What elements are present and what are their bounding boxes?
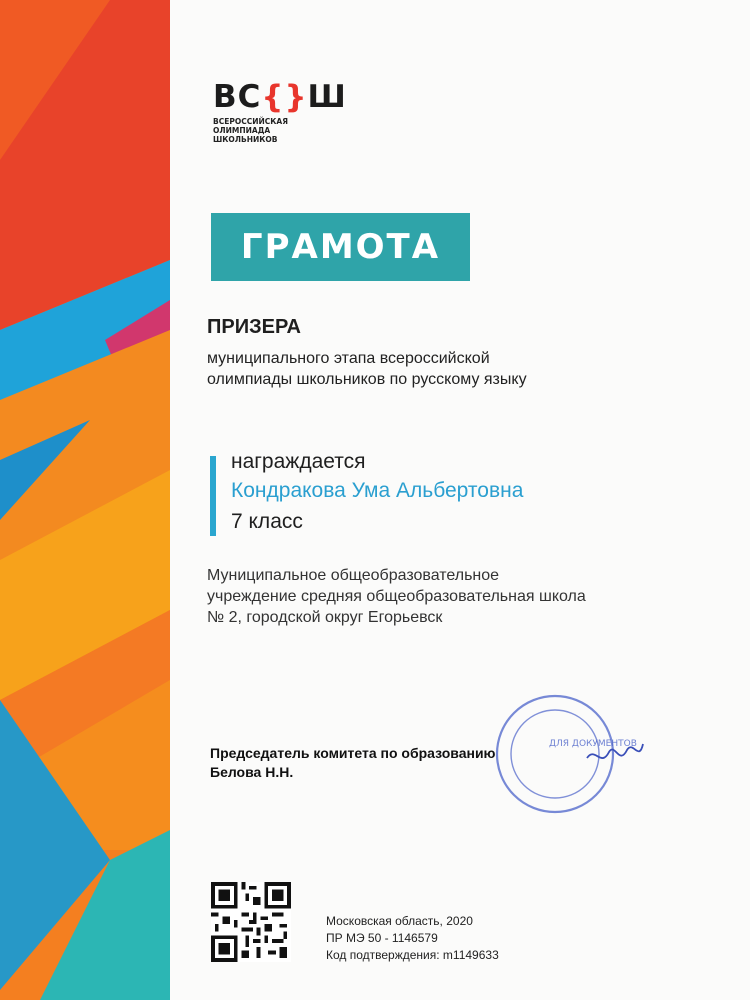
logo-mark: ВС{}Ш [213,79,347,115]
signer-title: Председатель комитета по образованию [210,745,496,761]
award-description: муниципального этапа всероссийской олимпиады школьников по русскому языку [207,350,527,388]
qr-code-icon [211,882,291,962]
award-heading: ПРИЗЕРА [207,316,301,338]
banner-title: ГРАМОТА [240,227,441,267]
recipient-grade: 7 класс [231,510,303,533]
certificate-banner [211,213,470,281]
certificate-footer [326,913,499,964]
award-accent-bar [210,456,216,536]
stamp-text: ДЛЯ ДОКУМЕНТОВ [549,739,637,749]
signer-name: Белова Н.Н. [210,764,294,780]
footer-code: Код подтверждения: m1149633 [326,948,499,962]
logo-subtitle: ВСЕРОССИЙСКАЯ ОЛИМПИАДА ШКОЛЬНИКОВ [213,117,288,144]
school-name: Муниципальное общеобразовательное учреждение средняя общеобразовательная школа № 2, городской округ Егорьевск [207,567,586,626]
official-stamp [483,686,653,826]
olympiad-logo [213,80,347,144]
awarded-label: награждается [231,450,366,473]
footer-region: Московская область, 2020 [326,914,473,928]
footer-registry: ПР МЭ 50 - 1146579 [326,931,438,945]
signer-block [210,744,496,782]
recipient-name: Кондракова Ума Альбертовна [231,479,524,502]
decorative-side-strip [0,0,170,1000]
